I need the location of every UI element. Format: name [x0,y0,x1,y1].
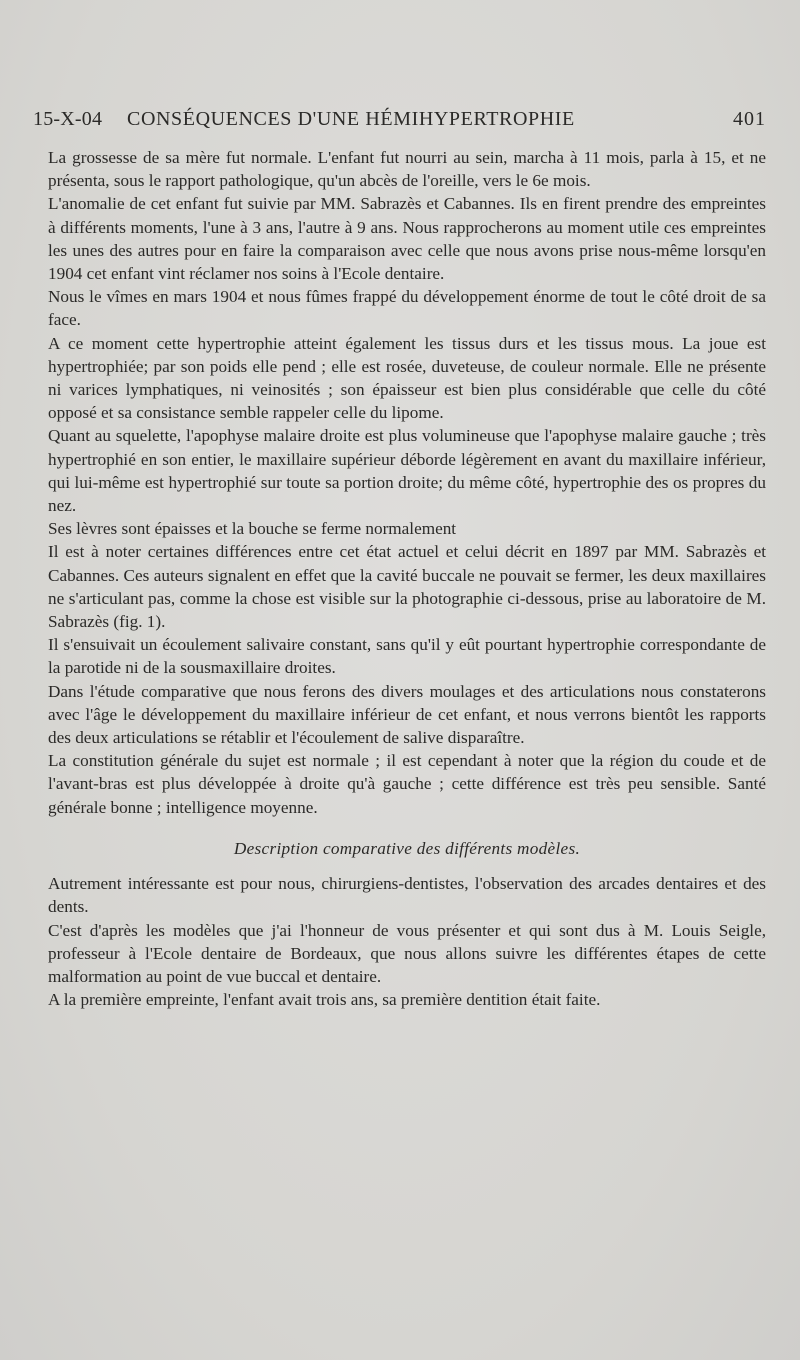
paragraph-3: Nous le vîmes en mars 1904 et nous fûmes frappé du développement énorme de tout le côté droit de sa face. [48,287,766,330]
paragraph-6: Ses lèvres sont épaisses et la bouche se ferme normalement [48,519,457,539]
section-subheading: Description comparative des différents modèles. [233,838,581,858]
paragraph-10: La constitution générale du sujet est normale ; il est cependant à noter que la région du coude et de l'avant-bras est plus développée à droite qu'à gauche ; cette différence est très peu sensible. Santé générale bonne ; intelligence moyenne. [48,751,766,817]
page-number: 401 [733,108,766,130]
header-date: 15-X-04 [33,108,103,130]
paragraph-9: Dans l'étude comparative que nous ferons des divers moulages et des articulations nous constaterons avec l'âge le développement du maxillaire inférieur de cet enfant, et nous verrons bientôt les rapports des deux articulations se rétablir et l'écoulement de salive disparaître. [48,681,766,748]
paragraph-8: Il s'ensuivait un écoulement salivaire constant, sans qu'il y eût pourtant hypertrophie correspondante de la parotide ni de la sousmaxillaire droites. [48,635,766,678]
running-header [33,108,766,138]
paragraph-11: Autrement intéressante est pour nous, chirurgiens-dentistes, l'observation des arcades dentaires et des dents. [48,874,766,917]
paragraph-13: A la première empreinte, l'enfant avait trois ans, sa première dentition était faite. [48,990,601,1010]
paragraph-12: C'est d'après les modèles que j'ai l'honneur de vous présenter et qui sont dus à M. Louis Seigle, professeur à l'Ecole dentaire de Bordeaux, que nous allons suivre les différentes étapes de cette malformation au point de vue buccal et dentaire. [48,920,766,986]
paragraph-7: Il est à noter certaines différences entre cet état actuel et celui décrit en 1897 par MM. Sabrazès et Cabannes. Ces auteurs signalent en effet que la cavité buccale ne pouvait se fermer, les deux maxillaires ne s'articulant pas, comme la chose est visible sur la photographie ci-dessous, prise au laboratoire de M. Sabrazès (fig. 1). [48,542,766,632]
paragraph-4: A ce moment cette hypertrophie atteint également les tissus durs et les tissus mous. La joue est hypertrophiée; par son poids elle pend ; elle est rosée, duveteuse, de couleur normale. Elle ne présente ni varices lymphatiques, ni veinosités ; son épaisseur est bien plus considérable que celle du côté opposé et sa consistance semble rappeler celle du lipome. [48,333,766,423]
body-text [48,146,766,1011]
header-title: CONSÉQUENCES D'UNE HÉMIHYPERTROPHIE [127,108,575,130]
paragraph-2: L'anomalie de cet enfant fut suivie par MM. Sabrazès et Cabannes. Ils en firent prendre des empreintes à différents moments, l'une à 3 ans, l'autre à 9 ans. Nous rapprocherons au moment utile ces empreintes les unes des autres pour en faire la comparaison avec celle que nous avons prise nous-même lorsqu'en 1904 cet enfant vint réclamer nos soins à l'Ecole dentaire. [48,194,766,284]
paragraph-1: La grossesse de sa mère fut normale. L'enfant fut nourri au sein, marcha à 11 mois, parla à 15, et ne présenta, sous le rapport pathologique, qu'un abcès de l'oreille, vers le 6e mois. [48,148,766,191]
paragraph-5: Quant au squelette, l'apophyse malaire droite est plus volumineuse que l'apophyse malaire gauche ; très hypertrophié en son entier, le maxillaire supérieur déborde légèrement en avant du maxillaire inférieur, qui lui-même est hypertrophié sur toute sa portion droite; du même côté, hypertrophie des os propres du nez. [48,426,766,516]
